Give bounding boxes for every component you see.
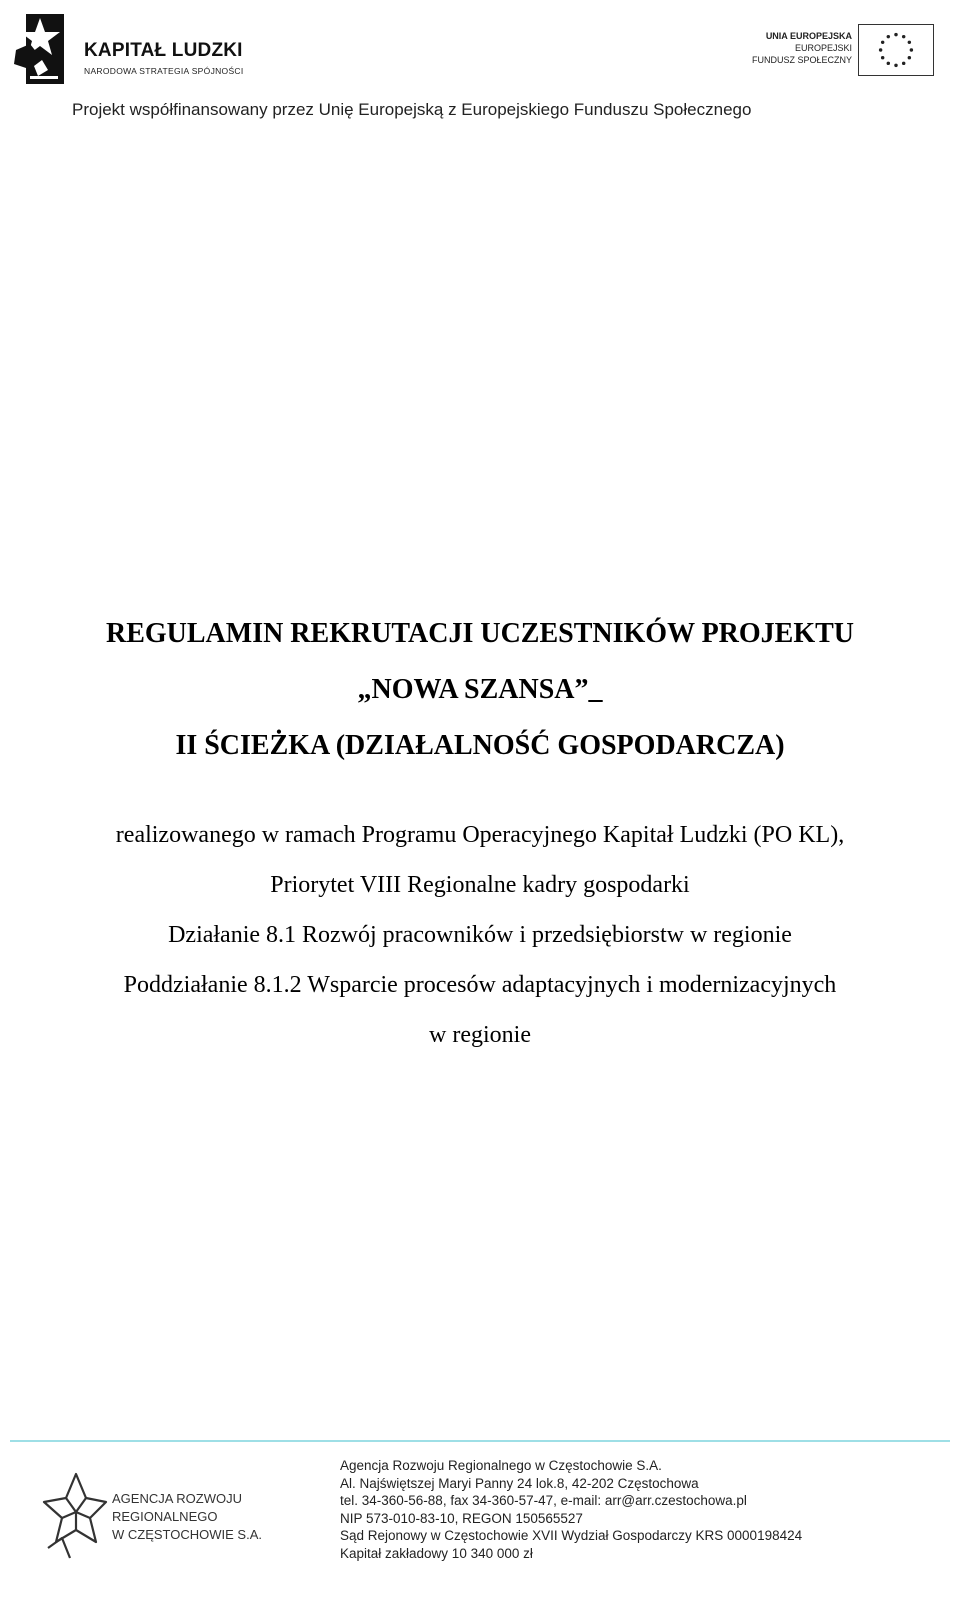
kapital-ludzki-logo <box>12 10 272 90</box>
subtitle-line-3: Działanie 8.1 Rozwój pracowników i przedsiębiorstw w regionie <box>168 922 792 948</box>
subtitle-line-1: realizowanego w ramach Programu Operacyjnego Kapitał Ludzki (PO KL), <box>115 822 845 848</box>
agency-logo-line-2: REGIONALNEGO <box>112 1509 218 1524</box>
title-line-1: REGULAMIN REKRUTACJI UCZESTNIKÓW PROJEKTU <box>105 618 855 649</box>
footer-divider <box>10 1440 950 1442</box>
subtitle-line-4: Poddziałanie 8.1.2 Wsparcie procesów adaptacyjnych i modernizacyjnych <box>123 972 837 998</box>
contact-line-4: NIP 573-010-83-10, REGON 150565527 <box>340 1510 583 1526</box>
eu-star-icon <box>902 35 905 38</box>
eu-text-line-2: EUROPEJSKI <box>794 43 852 53</box>
eu-star-icon <box>908 56 911 59</box>
eu-stars-flag-icon <box>858 24 934 76</box>
eu-star-icon <box>881 56 884 59</box>
eu-star-icon <box>910 48 913 51</box>
document-subtitle <box>0 810 960 1060</box>
eu-star-icon <box>908 41 911 44</box>
eu-text-line-3: FUNDUSZ SPOŁECZNY <box>751 55 852 65</box>
eu-logo <box>722 20 944 82</box>
eu-star-icon <box>887 62 890 65</box>
kapital-ludzki-subtitle: NARODOWA STRATEGIA SPÓJNOŚCI <box>84 66 244 76</box>
eu-star-icon <box>879 48 882 51</box>
title-line-2: „NOWA SZANSA”_ <box>357 674 603 705</box>
eu-star-icon <box>887 35 890 38</box>
agency-logo-line-1: AGENCJA ROZWOJU <box>112 1491 243 1506</box>
contact-line-3: tel. 34-360-56-88, fax 34-360-57-47, e-mail: arr@arr.czestochowa.pl <box>340 1493 747 1508</box>
agency-star-emblem-icon <box>40 1468 110 1564</box>
contact-line-6: Kapitał zakładowy 10 340 000 zł <box>340 1545 533 1561</box>
kapital-ludzki-title: KAPITAŁ LUDZKI <box>84 40 243 61</box>
eu-star-icon <box>902 62 905 65</box>
contact-line-2: Al. Najświętszej Maryi Panny 24 lok.8, 42-202 Częstochowa <box>340 1475 699 1491</box>
subtitle-line-5: w regionie <box>429 1022 531 1048</box>
eu-star-icon <box>894 64 897 67</box>
agency-logo <box>40 1468 270 1568</box>
page-header <box>0 0 960 140</box>
agency-logo-text <box>112 1490 262 1544</box>
contact-line-1: Agencja Rozwoju Regionalnego w Częstochowie S.A. <box>340 1458 662 1473</box>
eu-star-icon <box>894 33 897 36</box>
subtitle-line-2: Priorytet VIII Regionalne kadry gospodarki <box>270 872 690 898</box>
document-title <box>0 606 960 774</box>
contact-line-5: Sąd Rejonowy w Częstochowie XVII Wydział Gospodarczy KRS 0000198424 <box>340 1528 803 1543</box>
title-line-3: II ŚCIEŻKA (DZIAŁALNOŚĆ GOSPODARCZA) <box>175 730 785 761</box>
eu-text-line-1: UNIA EUROPEJSKA <box>765 31 852 41</box>
agency-contact-details <box>340 1457 802 1562</box>
kapital-ludzki-emblem-icon <box>12 10 68 88</box>
eu-logo-text <box>752 30 852 66</box>
cofinance-statement: Projekt współfinansowany przez Unię Europejską z Europejskiego Funduszu Społecznego <box>72 100 752 119</box>
agency-logo-line-3: W CZĘSTOCHOWIE S.A. <box>112 1527 262 1542</box>
eu-star-icon <box>881 41 884 44</box>
